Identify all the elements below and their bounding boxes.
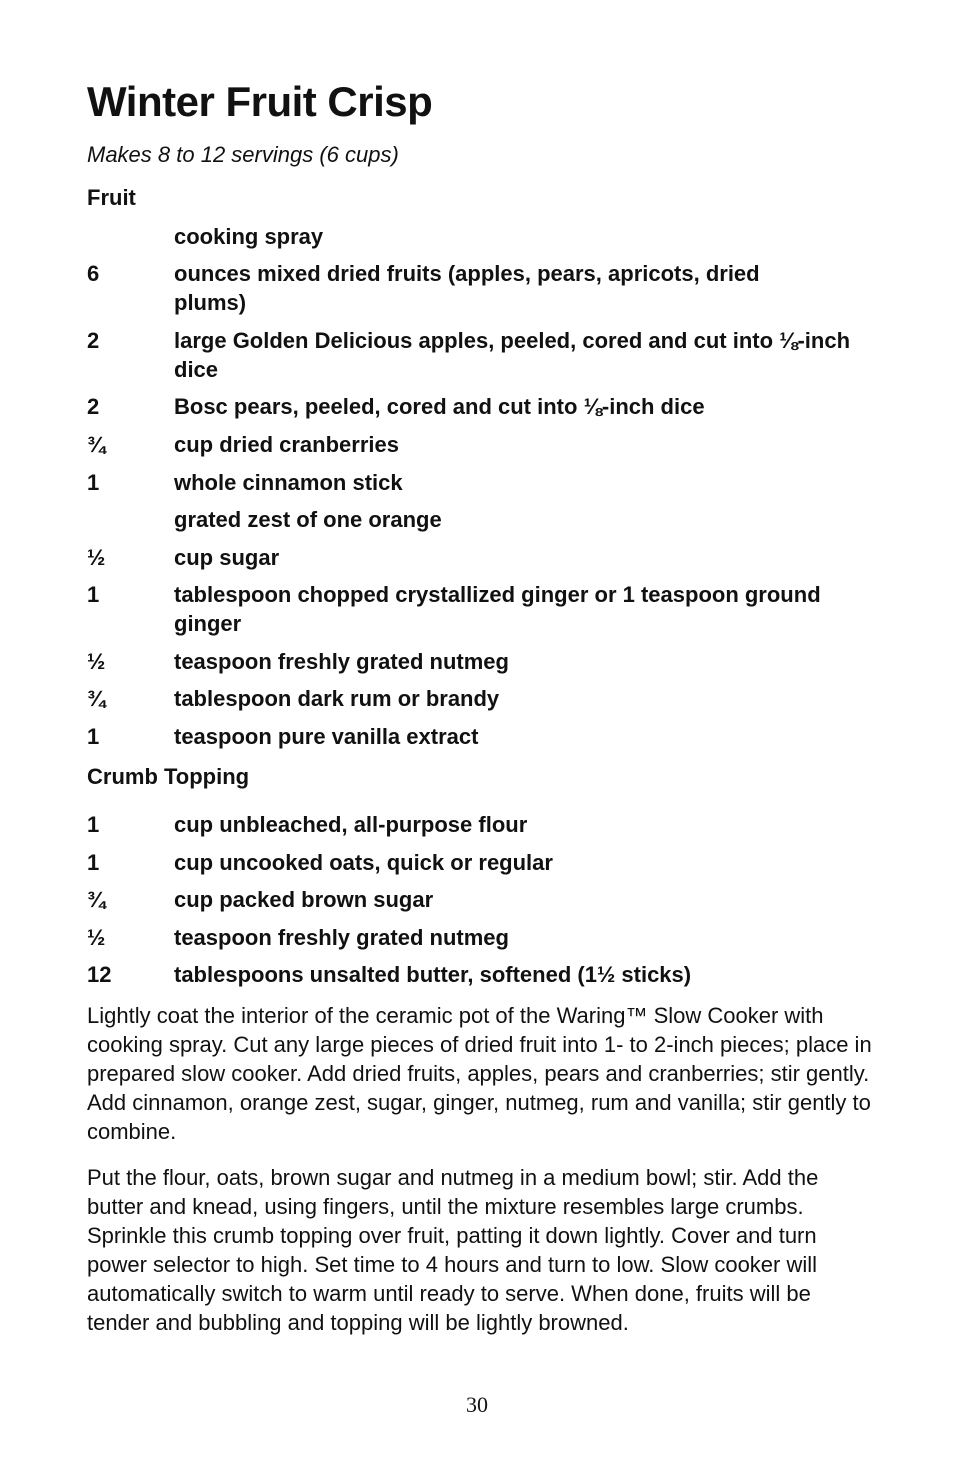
ingredient-desc: tablespoon chopped crystallized ginger or 1 teaspoon ground ginger [174,582,821,636]
ingredient-qty: ¾ [87,887,106,912]
instructions-paragraph: Put the flour, oats, brown sugar and nutmeg in a medium bowl; stir. Add the butter and knead, using fingers, until the mixture resembles large crumbs. Sprinkle this crumb topping over fruit, patting it down lightly. Cover and turn power selector to high. Set time to 4 hours and turn to low. Slow cooker will automatically switch to warm until ready to serve. When done, fruits will be tender and bubbling and topping will be lightly browned. [87,1165,819,1335]
ingredient-desc: tablespoon dark rum or brandy [174,686,500,711]
ingredient-desc: cooking spray [174,224,324,249]
instructions-paragraph: Lightly coat the interior of the ceramic pot of the Waring™ Slow Cooker with cooking spray. Cut any large pieces of dried fruit into 1- to 2-inch pieces; place in prepared slow cooker. Add dried fruits, apples, pears and cranberries; stir gently. Add cinnamon, orange zest, sugar, ginger, nutmeg, rum and vanilla; stir gently to combine. [87,1003,872,1144]
ingredient-qty: ¾ [87,432,106,457]
ingredient-qty: ½ [87,649,106,674]
ingredient-qty: 1 [87,724,100,749]
ingredient-qty: 6 [87,261,100,286]
ingredient-desc: cup dried cranberries [174,432,399,457]
ingredient-desc: teaspoon pure vanilla extract [174,724,479,749]
ingredient-qty: 1 [87,812,100,837]
ingredient-desc: teaspoon freshly grated nutmeg [174,649,509,674]
recipe-title: Winter Fruit Crisp [87,78,433,125]
ingredient-qty: ½ [87,925,106,950]
ingredient-desc: cup packed brown sugar [174,887,434,912]
ingredient-desc: tablespoons unsalted butter, softened (1½ sticks) [174,962,692,987]
ingredient-qty: 2 [87,394,100,419]
ingredient-qty: ½ [87,545,106,570]
page-number: 30 [466,1392,488,1417]
ingredient-qty: 2 [87,328,100,353]
ingredient-desc: cup unbleached, all-purpose flour [174,812,528,837]
ingredient-desc: whole cinnamon stick [174,470,403,495]
ingredient-qty: 1 [87,582,100,607]
ingredient-desc: grated zest of one orange [174,507,442,532]
fruit-heading: Fruit [87,185,136,210]
crumb-topping-heading: Crumb Topping [87,764,250,789]
ingredient-desc: ounces mixed dried fruits (apples, pears, apricots, dried plums) [174,261,760,315]
ingredient-desc: Bosc pears, peeled, cored and cut into ⅛-inch dice [174,394,705,419]
ingredient-qty: ¾ [87,686,106,711]
ingredient-desc: cup sugar [174,545,280,570]
ingredient-desc: teaspoon freshly grated nutmeg [174,925,509,950]
recipe-yield: Makes 8 to 12 servings (6 cups) [87,142,399,167]
ingredient-desc: cup uncooked oats, quick or regular [174,850,553,875]
ingredient-qty: 1 [87,470,100,495]
ingredient-qty: 12 [87,962,112,987]
ingredient-qty: 1 [87,850,100,875]
ingredient-desc: large Golden Delicious apples, peeled, cored and cut into ⅛-inch dice [174,328,851,382]
